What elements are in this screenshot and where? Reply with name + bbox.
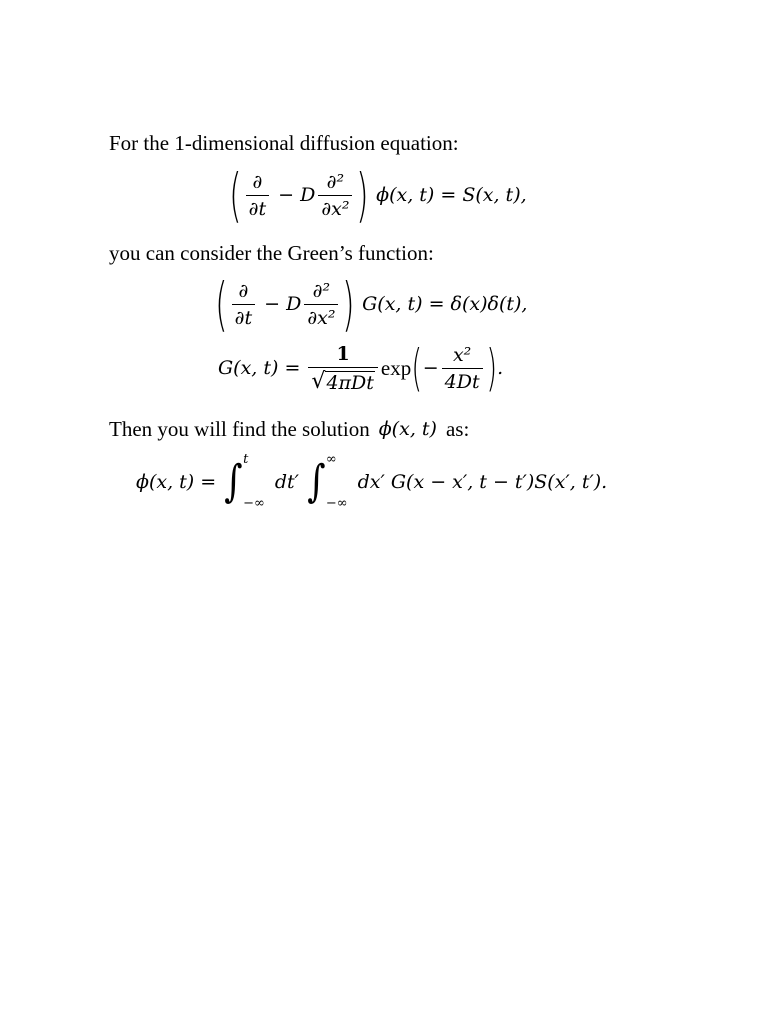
fraction-denominator: ∂x²	[318, 195, 352, 221]
equation-lhs: G(x, t) =	[218, 357, 301, 379]
time-derivative-fraction	[246, 170, 269, 221]
fraction-denominator: ∂x²	[304, 304, 338, 330]
fraction-denominator: 4Dt	[442, 368, 483, 394]
integral-limits	[326, 453, 348, 511]
upper-limit: ∞	[325, 452, 337, 467]
dt-differential: dt′	[274, 471, 299, 493]
fraction-numerator: ∂	[252, 170, 263, 193]
solution-as-text: as:	[445, 417, 470, 441]
minus-d-term: − D	[264, 293, 302, 315]
left-paren: (	[411, 339, 423, 397]
time-derivative-fraction	[232, 279, 255, 330]
integral-limits	[243, 453, 265, 511]
fraction-numerator: ∂²	[312, 279, 331, 302]
lower-limit: −∞	[243, 496, 265, 511]
equation-rhs: G(x, t) = δ(x)δ(t),	[362, 293, 528, 315]
radicand: 4πDt	[326, 372, 374, 394]
greens-intro-text: you can consider the Green’s function:	[109, 241, 434, 265]
left-paren: (	[215, 270, 228, 338]
fraction-denominator: ∂t	[232, 304, 255, 330]
integral-sign: ∫	[307, 456, 326, 507]
fraction-numerator: ∂²	[326, 170, 345, 193]
solution-intro-line	[109, 416, 469, 442]
fraction-denominator	[308, 367, 377, 394]
greens-function-solution	[218, 339, 504, 397]
integral-sign: ∫	[224, 456, 243, 507]
fraction-numerator: x²	[452, 343, 472, 366]
exponent-fraction	[442, 343, 483, 394]
normalization-fraction	[308, 342, 377, 394]
equation-rhs: ϕ(x, t) = S(x, t),	[376, 184, 527, 206]
square-root	[311, 370, 374, 394]
lower-limit: −∞	[325, 496, 348, 511]
minus-sign: −	[422, 357, 439, 379]
right-paren: )	[356, 161, 370, 229]
period: .	[497, 357, 504, 379]
greens-function-equation	[214, 270, 528, 338]
fraction-denominator: ∂t	[246, 195, 269, 221]
time-integral	[222, 452, 265, 512]
exp-function: exp	[380, 355, 412, 380]
space-integral	[305, 452, 348, 512]
equation-lhs: ϕ(x, t) =	[136, 471, 217, 493]
integrand: dx′ G(x − x′, t − t′)S(x′, t′).	[357, 471, 608, 493]
solution-phi: ϕ(x, t)	[378, 418, 437, 440]
right-paren: )	[342, 270, 356, 338]
second-derivative-fraction	[304, 279, 338, 330]
fraction-numerator: ∂	[238, 279, 249, 302]
convolution-solution	[136, 452, 607, 512]
fraction-numerator: 1	[336, 343, 350, 365]
intro-text: For the 1-dimensional diffusion equation:	[109, 131, 459, 155]
diffusion-equation	[228, 161, 527, 229]
upper-limit: t	[243, 452, 249, 467]
second-derivative-fraction	[318, 170, 352, 221]
radical-sign: √	[311, 369, 326, 394]
solution-intro-text: Then you will find the solution	[109, 417, 370, 441]
left-paren: (	[229, 161, 242, 229]
right-paren: )	[486, 339, 497, 397]
minus-d-term: − D	[278, 184, 316, 206]
